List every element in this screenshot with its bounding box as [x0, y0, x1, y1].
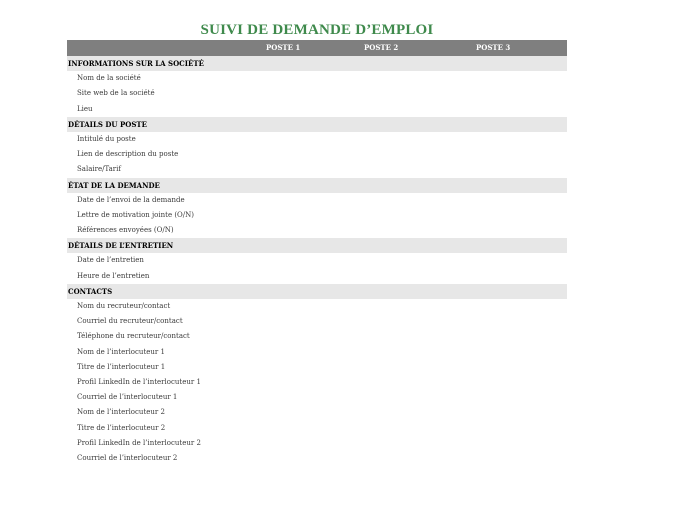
tracker-table: [67, 56, 567, 466]
row-label: Lien de description du poste: [77, 150, 179, 159]
page-title: SUIVI DE DEMANDE D’EMPLOI: [200, 22, 434, 38]
section-header-societe: INFORMATIONS SUR LA SOCIÉTÉ: [67, 56, 567, 71]
column-header-poste-1: POSTE 1: [266, 43, 301, 52]
row-label: Nom de la société: [77, 74, 141, 83]
row-label: Lieu: [77, 104, 93, 113]
row-label: Date de l’entretien: [77, 256, 144, 265]
column-header-poste-3: POSTE 3: [476, 43, 511, 52]
row-label: Titre de l’interlocuteur 1: [77, 362, 166, 371]
row-label: Nom de l’interlocuteur 2: [77, 408, 165, 417]
row-label: Nom de l’interlocuteur 1: [77, 347, 165, 356]
section-header-entretien: DÉTAILS DE L’ENTRETIEN: [67, 238, 567, 253]
section-header-etat: ÉTAT DE LA DEMANDE: [67, 178, 567, 193]
column-header-poste-2: POSTE 2: [364, 43, 399, 52]
row-label: Courriel de l’interlocuteur 2: [77, 453, 178, 462]
row-label: Courriel de l’interlocuteur 1: [77, 393, 178, 402]
row-label: Courriel du recruteur/contact: [77, 317, 183, 326]
row-label: Nom du recruteur/contact: [77, 302, 171, 310]
row-label: Salaire/Tarif: [77, 165, 121, 174]
row-label: Lettre de motivation jointe (O/N): [77, 210, 195, 219]
row-label: Profil LinkedIn de l’interlocuteur 2: [77, 438, 201, 447]
row-label: Site web de la société: [77, 89, 155, 98]
row-label: Téléphone du recruteur/contact: [77, 332, 190, 341]
row-label: Profil LinkedIn de l’interlocuteur 1: [77, 377, 201, 386]
section-header-poste: DÉTAILS DU POSTE: [67, 117, 567, 132]
section-header-contacts: CONTACTS: [67, 284, 567, 299]
row-label: Intitulé du poste: [77, 134, 136, 143]
row-label: Heure de l’entretien: [77, 271, 150, 280]
row-label: Date de l’envoi de la demande: [77, 195, 185, 204]
row-label: Titre de l’interlocuteur 2: [77, 423, 166, 432]
row-label: Références envoyées (O/N): [77, 226, 174, 235]
column-header-bar: [67, 40, 567, 56]
